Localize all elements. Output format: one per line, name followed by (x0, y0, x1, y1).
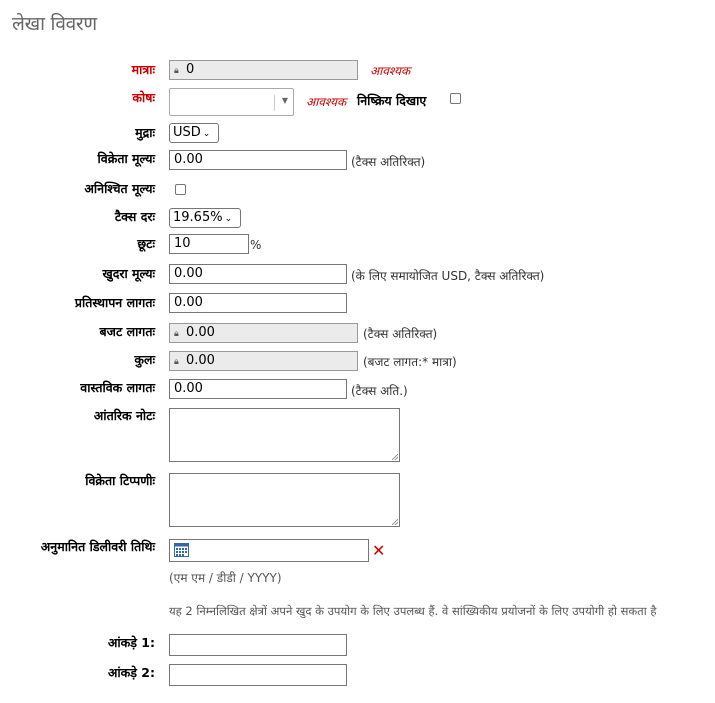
show-inactive-label: निष्क्रिय दिखाए (357, 93, 427, 108)
discount-unit: % (250, 238, 262, 252)
discount-input[interactable]: 10 (169, 234, 249, 254)
quantity-required-note: आवश्यक (370, 64, 411, 78)
chevron-down-icon: ⌄ (202, 129, 211, 139)
fund-required-note: आवश्यक (306, 95, 347, 109)
currency-label: मुद्राः (135, 125, 155, 140)
fund-label: कोषः (132, 90, 155, 105)
vendor-note-textarea[interactable] (169, 473, 400, 527)
date-format-hint: (एम एम / डीडी / YYYY) (169, 571, 282, 585)
budgeted-cost-label: बजट लागतः (99, 324, 155, 339)
vendor-note-label: विक्रेता टिप्पणीः (85, 473, 155, 488)
resize-grip-icon[interactable] (392, 454, 398, 460)
uncertain-price-label: अनिश्चित मूल्यः (84, 181, 155, 196)
retail-price-label: खुदरा मूल्यः (102, 266, 155, 281)
clear-date-icon[interactable]: ✕ (372, 541, 386, 560)
budgeted-cost-note: (टैक्स अतिरिक्त) (363, 327, 438, 341)
statistic1-label: आंकड़े 1: (107, 635, 155, 650)
actual-cost-input[interactable]: 0.00 (169, 379, 347, 399)
lock-icon: 🔒︎ (174, 329, 179, 339)
lock-icon: 🔒︎ (174, 66, 179, 76)
actual-cost-label: वास्तविक लागतः (80, 380, 155, 395)
statistic1-input[interactable] (169, 634, 347, 656)
total-field: 🔒︎ 0.00 (169, 351, 358, 371)
calendar-icon[interactable] (174, 543, 189, 557)
quantity-label: मात्राः (131, 62, 155, 77)
show-inactive-checkbox[interactable] (450, 93, 461, 104)
vendor-price-label: विक्रेता मूल्यः (97, 151, 155, 166)
lock-icon: 🔒︎ (174, 357, 179, 367)
page-title: लेखा विवरण (12, 13, 97, 35)
retail-price-note: (के लिए समायोजित USD, टैक्स अतिरिक्त) (351, 269, 545, 283)
actual-cost-note: (टैक्स अति.) (351, 384, 408, 398)
currency-select[interactable]: USD ⌄ (169, 123, 219, 143)
discount-label: छूटः (137, 236, 155, 251)
total-label: कुलः (134, 352, 155, 367)
replacement-cost-label: प्रतिस्थापन लागतः (74, 295, 155, 310)
tax-rate-label: टैक्स दरः (114, 209, 155, 224)
internal-note-textarea[interactable] (169, 408, 400, 462)
statistic2-input[interactable] (169, 664, 347, 686)
delivery-date-label: अनुमानित डिलीवरी तिथिः (40, 539, 155, 554)
delivery-date-input[interactable] (169, 539, 369, 562)
quantity-field: 🔒︎ 0 (169, 60, 358, 80)
chevron-down-icon: ▼ (281, 96, 288, 105)
total-note: (बजट लागत:* मात्रा) (363, 355, 457, 369)
tax-rate-select[interactable]: 19.65% ⌄ (169, 208, 241, 228)
uncertain-price-checkbox[interactable] (175, 184, 186, 195)
statistic2-label: आंकड़े 2: (107, 665, 155, 680)
resize-grip-icon[interactable] (392, 519, 398, 525)
replacement-cost-input[interactable]: 0.00 (169, 293, 347, 313)
fund-select[interactable] (169, 88, 294, 116)
chevron-down-icon: ⌄ (224, 214, 233, 224)
budgeted-cost-field: 🔒︎ 0.00 (169, 323, 358, 343)
vendor-price-note: (टैक्स अतिरिक्त) (351, 155, 426, 169)
retail-price-input[interactable]: 0.00 (169, 264, 347, 284)
statistics-info-text: यह 2 निम्नलिखित क्षेत्रों अपने खुद के उपयोग के लिए उपलब्ध हैं. वे सांख्यिकीय प्रयोजनों के लिए उपयोगी हो सकता है (169, 604, 657, 618)
vendor-price-input[interactable]: 0.00 (169, 150, 347, 170)
internal-note-label: आंतरिक नोटः (93, 408, 155, 423)
